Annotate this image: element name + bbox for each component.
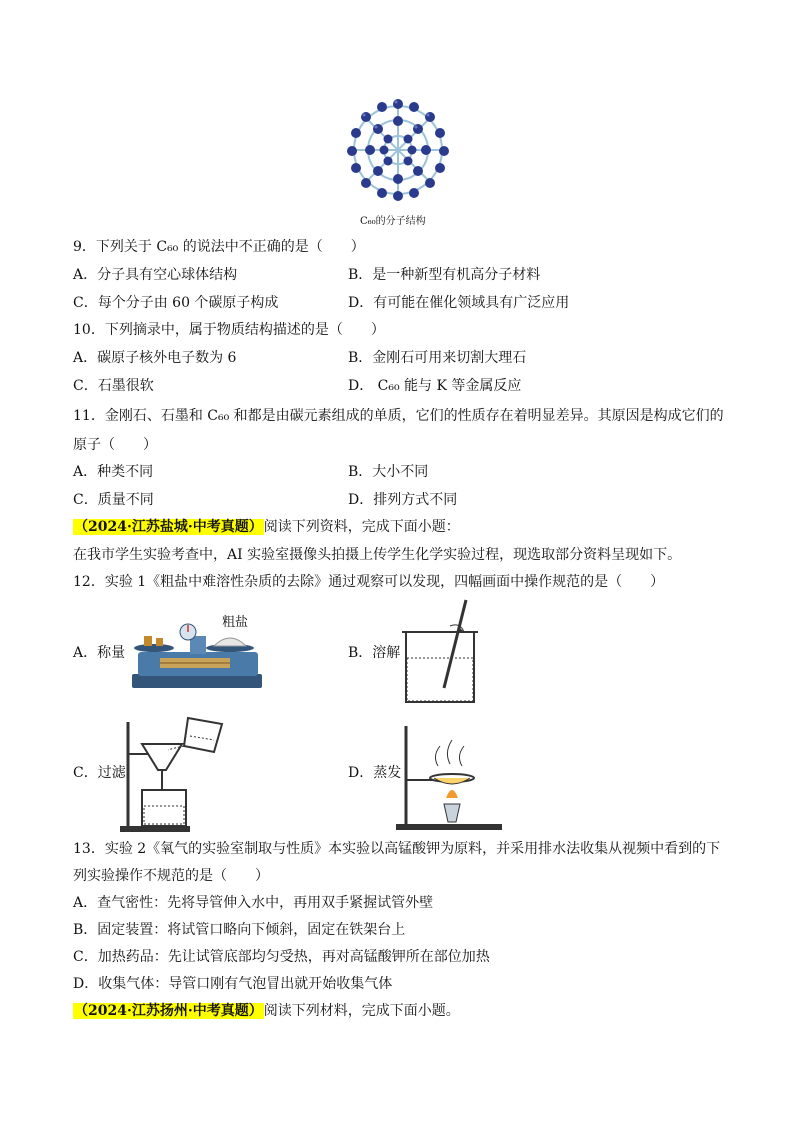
q9-option-d: D．有可能在催化领域具有广泛应用 [348, 295, 570, 311]
q13-option-a: A．查气密性：先将导管伸入水中，再用双手紧握试管外壁 [73, 895, 434, 911]
q9-option-b: B．是一种新型有机高分子材料 [348, 267, 541, 283]
q13-stem-line2: 列实验操作不规范的是（ ） [73, 868, 269, 884]
q11-stem-line2: 原子（ ） [73, 437, 157, 453]
q12-option-d: D．蒸发 [348, 765, 402, 781]
q10-stem: 10．下列摘录中，属于物质结构描述的是（ ） [73, 322, 385, 338]
c60-molecule-image [338, 95, 458, 205]
q10-option-a: A．碳原子核外电子数为 6 [73, 350, 237, 366]
figure-caption: C₆₀的分子结构 [360, 216, 426, 227]
q9-option-c: C．每个分子由 60 个碳原子构成 [73, 295, 279, 311]
section1-header [73, 517, 460, 537]
balance-scale-image [130, 606, 270, 692]
evaporation-image [394, 718, 504, 834]
q12-option-b: B．溶解 [348, 645, 401, 661]
filtration-image [118, 714, 248, 834]
q13-option-b: B．固定装置：将试管口略向下倾斜，固定在铁架台上 [73, 922, 406, 938]
q13-stem-line1: 13．实验 2《氧气的实验室制取与性质》本实验以高锰酸钾为原料，并采用排水法收集从视频中看到的下 [73, 841, 721, 857]
q10-option-c: C．石墨很软 [73, 378, 154, 394]
q11-option-a: A．种类不同 [73, 464, 154, 480]
q12-stem: 12．实验 1《粗盐中难溶性杂质的去除》通过观察可以发现，四幅画面中操作规范的是（ ） [73, 574, 665, 590]
q11-option-d: D．排列方式不同 [348, 492, 458, 508]
q13-option-d: D．收集气体：导管口刚有气泡冒出就开始收集气体 [73, 976, 393, 992]
section1-intro: 阅读下列资料，完成下面小题： [263, 519, 460, 535]
q10-option-b: B．金刚石可用来切割大理石 [348, 350, 527, 366]
source-tag: （2024·江苏盐城·中考真题） [74, 519, 263, 535]
q11-stem-line1: 11．金刚石、石墨和 C₆₀ 和都是由碳元素组成的单质，它们的性质存在着明显差异。其原因是构成它们的 [73, 408, 724, 424]
q10-option-d: D． C₆₀ 能与 K 等金属反应 [348, 378, 522, 394]
beaker-dissolve-image [400, 598, 480, 706]
section2-intro: 阅读下列材料，完成下面小题。 [263, 1003, 460, 1019]
q9-stem: 9．下列关于 C₆₀ 的说法中不正确的是（ ） [73, 239, 365, 255]
q11-option-c: C．质量不同 [73, 492, 154, 508]
q13-option-c: C．加热药品：先让试管底部均匀受热，再对高锰酸钾所在部位加热 [73, 949, 490, 965]
q12-option-c: C．过滤 [73, 765, 126, 781]
q11-option-b: B．大小不同 [348, 464, 429, 480]
source-tag-2: （2024·江苏扬州·中考真题） [74, 1003, 263, 1019]
q12-option-a: A．称量 [73, 645, 126, 661]
coarse-salt-label: 粗盐 [222, 615, 249, 630]
q9-option-a: A．分子具有空心球体结构 [73, 267, 238, 283]
section1-text: 在我市学生实验考查中，AI 实验室摄像头拍摄上传学生化学实验过程，现选取部分资料呈现如下。 [73, 547, 682, 563]
section2-header [73, 1001, 460, 1021]
